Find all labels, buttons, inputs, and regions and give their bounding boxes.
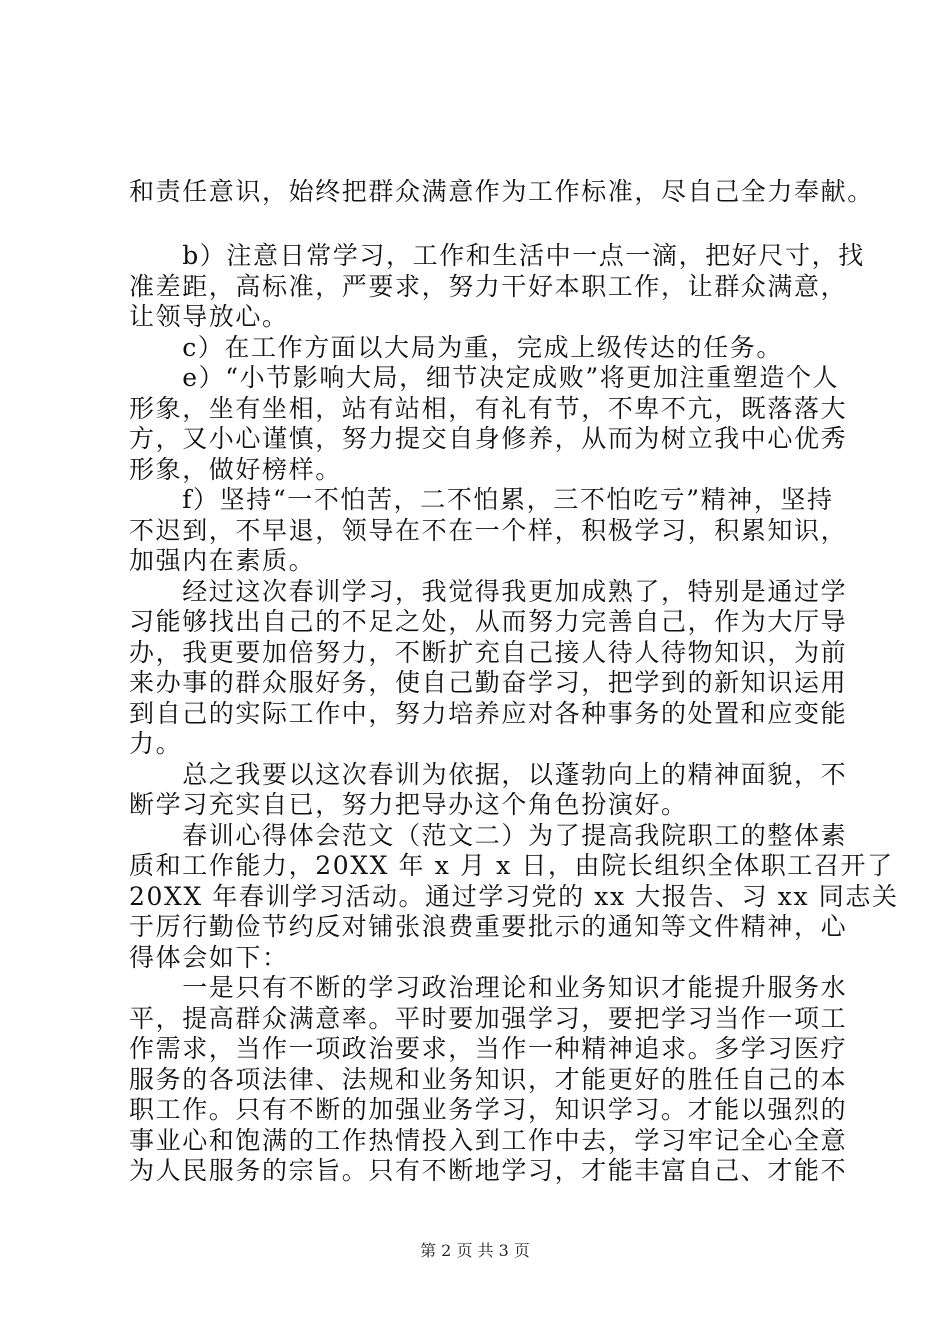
text-line: 职工作。只有不断的加强业务学习，知识学习。才能以强烈的 [129, 1095, 848, 1124]
text-line: 20XX 年春训学习活动。通过学习党的 xx 大报告、习 xx 同志关 [129, 882, 899, 911]
text-line: 质和工作能力，20XX 年 x 月 x 日，由院长组织全体职工召开了 [129, 851, 894, 880]
text-line: 形象，做好榜样。 [129, 455, 342, 484]
text-line: 办，我更要加倍努力，不断扩充自己接人待人待物知识，为前 [129, 638, 848, 667]
text-line: 经过这次春训学习，我觉得我更加成熟了，特别是通过学 [129, 577, 848, 606]
text-line: 平，提高群众满意率。平时要加强学习，要把学习当作一项工 [129, 1004, 848, 1033]
text-line: 力。 [129, 729, 183, 758]
text-line: f）坚持“一不怕苦，二不怕累，三不怕吃亏”精神，坚持 [129, 485, 834, 514]
text-line: 总之我要以这次春训为依据，以蓬勃向上的精神面貌，不 [129, 760, 848, 789]
text-line: 到自己的实际工作中，努力培养应对各种事务的处置和应变能 [129, 699, 848, 728]
text-line: 让领导放心。 [129, 302, 289, 331]
text-line: c）在工作方面以大局为重，完成上级传达的任务。 [129, 333, 784, 362]
text-line: 和责任意识，始终把群众满意作为工作标准，尽自己全力奉献。 [129, 177, 874, 206]
text-line: 于厉行勤俭节约反对铺张浪费重要批示的通知等文件精神，心 [129, 912, 848, 941]
text-line: 不迟到，不早退，领导在不在一个样，积极学习，积累知识， [129, 516, 848, 545]
text-line: 准差距，高标准，严要求，努力干好本职工作，让群众满意， [129, 272, 848, 301]
text-line: 来办事的群众服好务，使自己勤奋学习，把学到的新知识运用 [129, 668, 848, 697]
text-line: e）“小节影响大局，细节决定成败”将更加注重塑造个人 [129, 363, 840, 392]
text-line: 得体会如下： [129, 943, 289, 972]
text-line: 习能够找出自己的不足之处，从而努力完善自己，作为大厅导 [129, 607, 848, 636]
text-line: 断学习充实自已，努力把导办这个角色扮演好。 [129, 790, 688, 819]
text-line: 形象，坐有坐相，站有站相，有礼有节，不卑不亢，既落落大 [129, 394, 848, 423]
text-line: b）注意日常学习，工作和生活中一点一滴，把好尺寸，找 [129, 241, 865, 270]
text-line: 事业心和饱满的工作热情投入到工作中去，学习牢记全心全意 [129, 1126, 848, 1155]
text-line: 加强内在素质。 [129, 546, 316, 575]
text-line: 方，又小心谨慎，努力提交自身修养，从而为树立我中心优秀 [129, 424, 848, 453]
text-line: 为人民服务的宗旨。只有不断地学习，才能丰富自己、才能不 [129, 1156, 848, 1185]
text-line: 作需求，当作一项政治要求，当作一种精神追求。多学习医疗 [129, 1034, 848, 1063]
text-line: 服务的各项法律、法规和业务知识，才能更好的胜任自己的本 [129, 1065, 848, 1094]
text-line: 春训心得体会范文（范文二）为了提高我院职工的整体素 [129, 821, 848, 850]
text-line: 一是只有不断的学习政治理论和业务知识才能提升服务水 [129, 973, 848, 1002]
page-footer: 第 2 页 共 3 页 [420, 1241, 530, 1260]
